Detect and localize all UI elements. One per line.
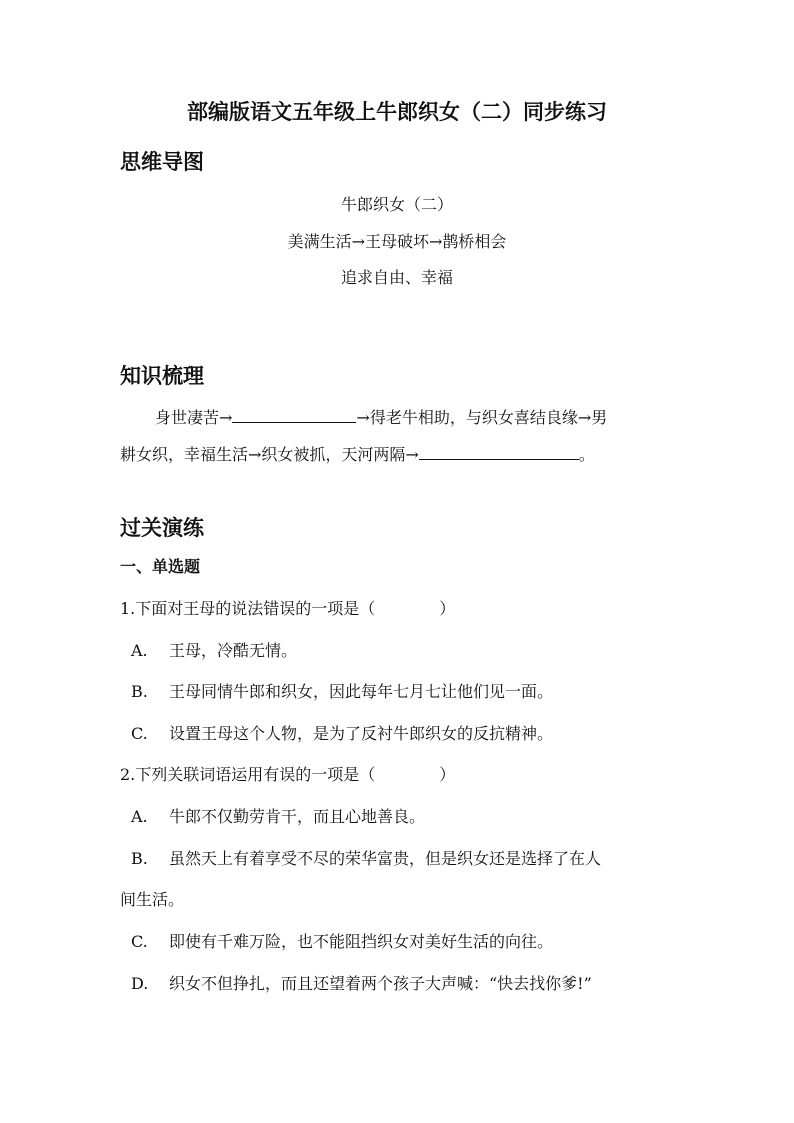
option-text: 间生活。 <box>120 890 185 909</box>
option-text: 即使有千难万险，也不能阻挡织女对美好生活的向往。 <box>169 932 554 951</box>
knowledge-text-1b: →得老牛相助，与织女喜结良缘→男 <box>356 408 608 427</box>
section-single-choice: 一、单选题 <box>120 557 201 576</box>
q1-option-a[interactable] <box>131 638 297 661</box>
option-text: 王母同情牛郎和织女，因此每年七月七让他们见一面。 <box>169 682 554 701</box>
q2-option-d[interactable] <box>131 971 592 994</box>
option-letter: D. <box>131 974 149 993</box>
knowledge-paragraph-line-2 <box>120 442 595 465</box>
q2-option-c[interactable] <box>131 929 553 952</box>
option-text: 牛郎不仅勤劳肯干，而且心地善良。 <box>169 807 426 826</box>
option-text: 虽然天上有着享受不尽的荣华富贵，但是织女还是选择了在人 <box>169 849 602 868</box>
option-text: 王母，冷酷无情。 <box>169 641 298 660</box>
knowledge-paragraph-line-1 <box>155 405 607 428</box>
option-letter: B. <box>131 849 148 868</box>
mind-map-line-1: 牛郎织女（二） <box>340 195 453 214</box>
knowledge-text-1a: 身世凄苦→ <box>155 408 233 427</box>
q1-option-b[interactable] <box>131 679 553 702</box>
option-letter: A. <box>131 807 148 826</box>
q2-option-b-continuation <box>120 887 184 910</box>
practice-heading: 过关演练 <box>120 516 204 540</box>
q2-option-b[interactable] <box>131 846 601 869</box>
page-title: 部编版语文五年级上牛郎织女（二）同步练习 <box>187 100 607 124</box>
q1-option-c[interactable] <box>131 721 553 744</box>
option-letter: C. <box>131 724 148 743</box>
question-2-stem: 2.下列关联词语运用有误的一项是（ ） <box>120 765 456 784</box>
mind-map-heading: 思维导图 <box>120 150 204 174</box>
option-letter: B. <box>131 682 148 701</box>
question-1-stem: 1.下面对王母的说法错误的一项是（ ） <box>120 599 456 618</box>
mind-map-line-3: 追求自由、幸福 <box>340 268 453 287</box>
q2-option-a[interactable] <box>131 804 425 827</box>
option-letter: C. <box>131 932 148 951</box>
option-letter: A. <box>131 641 148 660</box>
option-text: 设置王母这个人物，是为了反衬牛郎织女的反抗精神。 <box>169 724 554 743</box>
knowledge-text-2a: 耕女织，幸福生活→织女被抓，天河两隔→ <box>120 445 419 464</box>
mind-map-line-2: 美满生活→王母破坏→鹊桥相会 <box>287 232 507 251</box>
knowledge-heading: 知识梳理 <box>120 364 204 388</box>
fill-blank-2[interactable] <box>419 444 579 460</box>
knowledge-text-2b: 。 <box>578 445 595 464</box>
option-text: 织女不但挣扎，而且还望着两个孩子大声喊：“快去找你爹!” <box>169 974 592 993</box>
fill-blank-1[interactable] <box>232 407 356 423</box>
